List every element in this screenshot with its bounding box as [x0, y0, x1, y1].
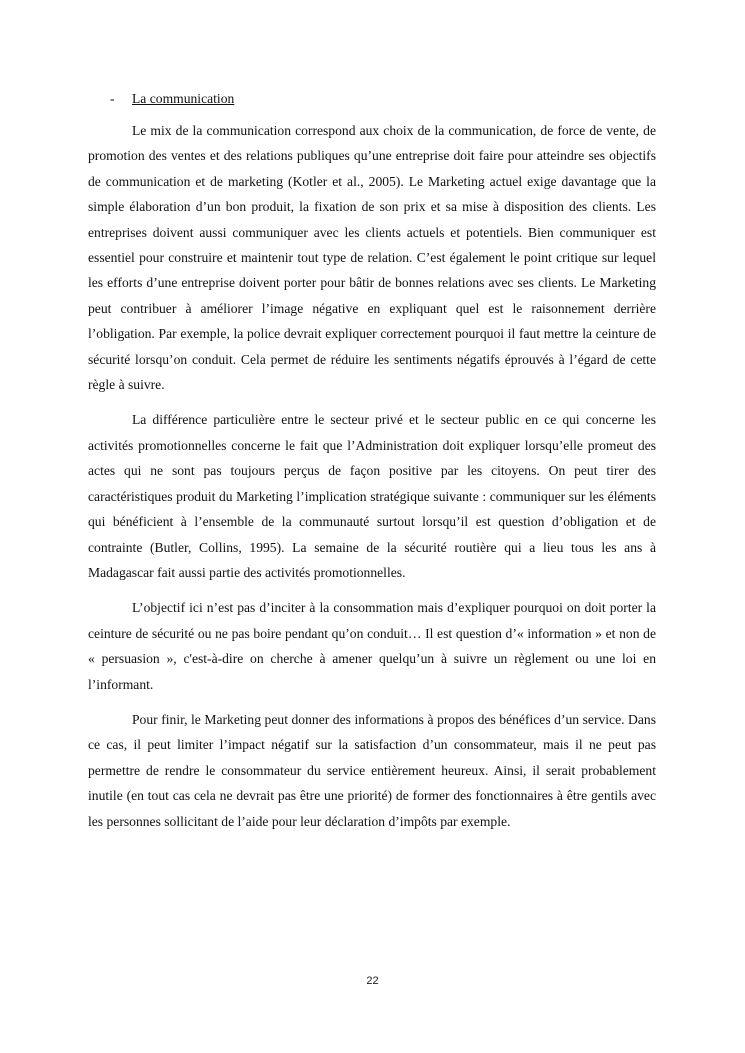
section-title: La communication — [132, 91, 235, 106]
paragraph-information-objective: L’objectif ici n’est pas d’inciter à la consommation mais d’expliquer pourquoi on doit porter la ceinture de sécurité ou ne pas boire pendant qu’on conduit… Il est question d’« information » et non de « persuasion », c'est-à-dire on cherche à amener quelqu’un à suivre un règlement ou une loi en l’informant. — [88, 600, 656, 692]
paragraph-communication-mix: Le mix de la communication correspond aux choix de la communication, de force de vente, de promotion des ventes et des relations publiques qu’une entreprise doit faire pour atteindre ses objectifs de communication et de marketing (Kotler et al., 2005). Le Marketing actuel exige davantage que la simple élaboration d’un bon produit, la fixation de son prix et sa mise à disposition des clients. Les entreprises doivent aussi communiquer avec les clients actuels et potentiels. Bien communiquer est essentiel pour construire et maintenir tout type de relation. C’est également le point critique sur lequel les efforts d’une entreprise doivent porter pour bâtir de bonnes relations avec ses clients. Le Marketing peut contribuer à améliorer l’image négative en expliquant quel est le raisonnement derrière l’obligation. Par exemple, la police devrait expliquer correctement pourquoi il faut mettre la ceinture de sécurité lorsqu’on conduit. Cela permet de réduire les sentiments négatifs éprouvés à l’égard de cette règle à suivre. — [88, 123, 656, 393]
section-heading — [88, 86, 656, 112]
paragraph-public-private-difference: La différence particulière entre le secteur privé et le secteur public en ce qui concerne les activités promotionnelles concerne le fait que l’Administration doit expliquer lorsqu’elle promeut des actes qui ne sont pas toujours perçus de façon positive par les citoyens. On peut tirer des caractéristiques produit du Marketing l’implication stratégique suivante : communiquer sur les éléments qui bénéficient à l’ensemble de la communauté surtout lorsqu’il est question d’obligation et de contrainte (Butler, Collins, 1995). La semaine de la sécurité routière qui a lieu tous les ans à Madagascar fait aussi partie des activités promotionnelles. — [88, 412, 656, 580]
page-number: 22 — [366, 975, 379, 987]
bullet-dash: - — [110, 91, 115, 106]
document-page — [88, 86, 656, 844]
paragraph-conclusion: Pour finir, le Marketing peut donner des informations à propos des bénéfices d’un service. Dans ce cas, il peut limiter l’impact négatif sur la satisfaction d’un consommateur, mais il ne peut pas permettre de rendre le consommateur du service entièrement heureux. Ainsi, il serait probablement inutile (en tout cas cela ne devrait pas être une priorité) de former des fonctionnaires à être gentils avec les personnes sollicitant de l’aide pour leur déclaration d’impôts par exemple. — [88, 711, 656, 829]
